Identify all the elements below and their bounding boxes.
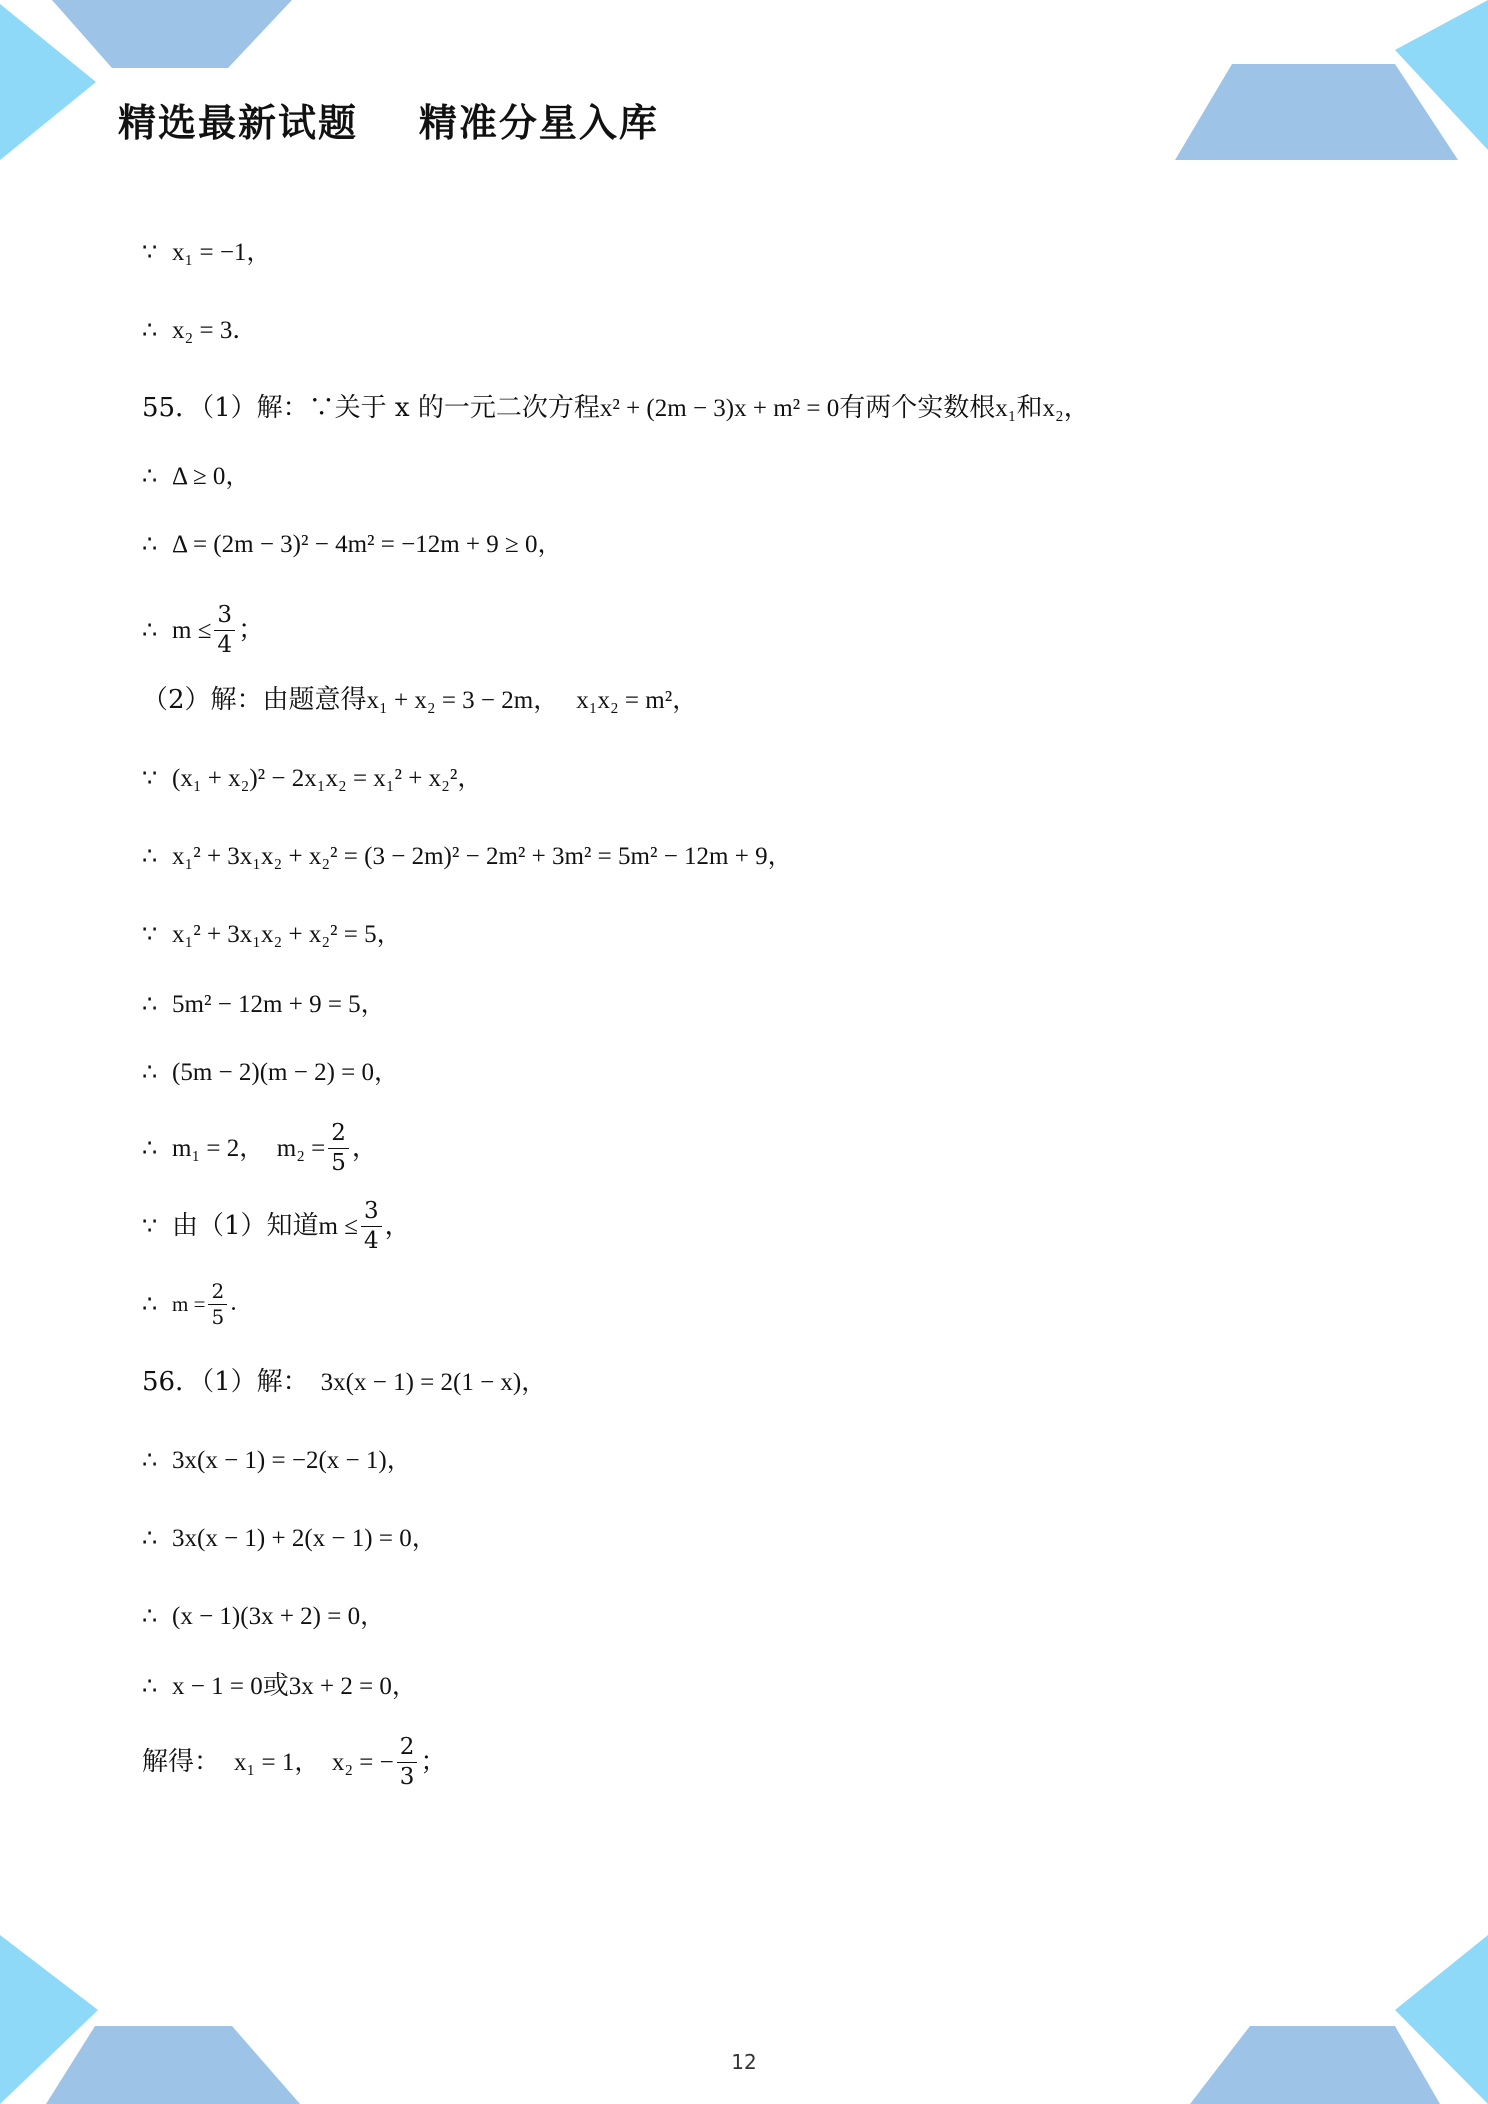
top-left-trapezoid xyxy=(52,0,292,68)
header-title: 精选最新试题 精准分星入库 xyxy=(118,101,659,145)
math-expression: Δ = (2m − 3)² − 4m² = −12m + 9 ≥ 0， xyxy=(172,530,563,558)
math-expression: 5m² − 12m + 9 = 5， xyxy=(172,990,386,1018)
therefore-symbol: ∴ xyxy=(142,842,158,870)
fraction-numerator: 2 xyxy=(328,1120,349,1148)
math-expression: x₁² + 3x₁x₂ + x₂² = 5， xyxy=(172,920,402,948)
therefore-symbol: ∴ xyxy=(142,462,158,490)
fraction-denominator: 4 xyxy=(217,631,233,658)
punctuation: ， xyxy=(1063,393,1090,423)
math-expression: m ≤ xyxy=(172,616,212,644)
math-expression: x₁ xyxy=(995,394,1017,422)
therefore-symbol: ∴ xyxy=(142,530,158,558)
math-expression: x₁ = 1， x₂ = − xyxy=(234,1748,394,1776)
fraction-denominator: 5 xyxy=(211,1304,225,1329)
solution-line xyxy=(142,834,793,878)
question-text: 由（1）知道 xyxy=(172,1211,319,1241)
math-expression: m = xyxy=(172,1291,206,1316)
punctuation: ， xyxy=(351,1133,378,1163)
solution-line xyxy=(142,1050,399,1094)
punctuation: ， xyxy=(384,1211,411,1241)
math-expression: 3x(x − 1) = −2(x − 1)， xyxy=(172,1446,412,1474)
solution-line xyxy=(142,1196,411,1256)
solution-line xyxy=(142,1118,378,1178)
math-expression: x₂ = 3． xyxy=(172,316,258,344)
fraction-numerator: 3 xyxy=(361,1198,382,1226)
solution-line xyxy=(142,756,482,800)
math-expression: x − 1 = 0 xyxy=(172,1672,263,1700)
fraction xyxy=(328,1120,349,1176)
solution-line xyxy=(142,678,697,722)
math-expression: 3x + 2 = 0， xyxy=(288,1672,417,1700)
solution-line xyxy=(142,522,563,566)
because-symbol: ∵ xyxy=(142,764,158,792)
because-symbol: ∵ xyxy=(142,238,158,266)
top-right-trapezoid xyxy=(1175,64,1458,160)
fraction xyxy=(208,1280,227,1329)
math-expression: 3x(x − 1) + 2(x − 1) = 0， xyxy=(172,1524,437,1552)
math-expression: (5m − 2)(m − 2) = 0， xyxy=(172,1058,399,1086)
fraction-numerator: 2 xyxy=(208,1280,227,1305)
bottom-right-decoration xyxy=(1190,1935,1488,2104)
solution-line xyxy=(142,912,402,956)
solution-line xyxy=(142,1438,412,1482)
question-text: （2）解：由题意得 xyxy=(142,685,367,715)
fraction-denominator: 3 xyxy=(399,1763,415,1790)
punctuation: ； xyxy=(238,615,265,645)
therefore-symbol: ∴ xyxy=(142,1672,158,1700)
solution-line xyxy=(142,1664,417,1708)
therefore-symbol: ∴ xyxy=(142,1290,158,1318)
fraction xyxy=(361,1198,382,1254)
math-expression: x² + (2m − 3)x + m² = 0 xyxy=(599,394,840,422)
question-text: 或 xyxy=(262,1671,289,1701)
because-symbol: ∵ xyxy=(142,920,158,948)
fraction-numerator: 2 xyxy=(397,1734,418,1762)
math-expression: m₁ = 2， m₂ = xyxy=(172,1134,326,1162)
question-text: 有两个实数根 xyxy=(839,393,996,423)
fraction-denominator: 4 xyxy=(363,1227,379,1254)
question-text: 和 xyxy=(1016,393,1043,423)
question-text: 56．（1）解： xyxy=(142,1367,309,1397)
fraction xyxy=(397,1734,418,1790)
therefore-symbol: ∴ xyxy=(142,1602,158,1630)
math-expression: Δ ≥ 0， xyxy=(172,462,251,490)
page-number: 12 xyxy=(731,2050,757,2074)
solution-line xyxy=(142,1516,437,1560)
solution-line xyxy=(142,982,386,1026)
solution-line xyxy=(142,230,271,274)
solution-line xyxy=(142,1594,385,1638)
therefore-symbol: ∴ xyxy=(142,990,158,1018)
fraction-denominator: 5 xyxy=(331,1149,346,1176)
math-expression: m ≤ xyxy=(318,1212,358,1240)
fraction-numerator: 3 xyxy=(214,602,235,630)
punctuation: ． xyxy=(230,1291,253,1316)
math-expression: x₂ xyxy=(1042,394,1064,422)
question-text: 解得： xyxy=(142,1747,221,1777)
therefore-symbol: ∴ xyxy=(142,616,158,644)
question-line xyxy=(142,386,1090,430)
math-expression: x₁ + x₂ = 3 − 2m， xyxy=(366,686,559,714)
math-expression: (x₁ + x₂)² − 2x₁x₂ = x₁² + x₂²， xyxy=(172,764,483,792)
math-expression: x₁ = −1， xyxy=(172,238,272,266)
solution-line xyxy=(142,454,250,498)
bottom-left-decoration xyxy=(0,1935,300,2104)
math-expression: (x − 1)(3x + 2) = 0， xyxy=(172,1602,386,1630)
therefore-symbol: ∴ xyxy=(142,1058,158,1086)
punctuation: ； xyxy=(420,1747,447,1777)
solution-line xyxy=(142,600,264,660)
because-symbol: ∵ xyxy=(142,1212,158,1240)
math-expression: x₁x₂ = m²， xyxy=(576,686,698,714)
solution-line xyxy=(142,308,257,352)
therefore-symbol: ∴ xyxy=(142,1446,158,1474)
math-expression: x₁² + 3x₁x₂ + x₂² = (3 − 2m)² − 2m² + 3m² = 5m² − 12m + 9， xyxy=(172,842,793,870)
therefore-symbol: ∴ xyxy=(142,1524,158,1552)
solution-line xyxy=(142,1274,252,1334)
therefore-symbol: ∴ xyxy=(142,1134,158,1162)
question-text: 55．（1）解：∵关于 x 的一元二次方程 xyxy=(142,393,600,423)
therefore-symbol: ∴ xyxy=(142,316,158,344)
math-expression: 3x(x − 1) = 2(1 − x)， xyxy=(320,1368,547,1396)
solution-line xyxy=(142,1726,446,1798)
question-line xyxy=(142,1360,546,1404)
top-right-decoration xyxy=(1175,0,1488,160)
fraction xyxy=(214,602,235,658)
